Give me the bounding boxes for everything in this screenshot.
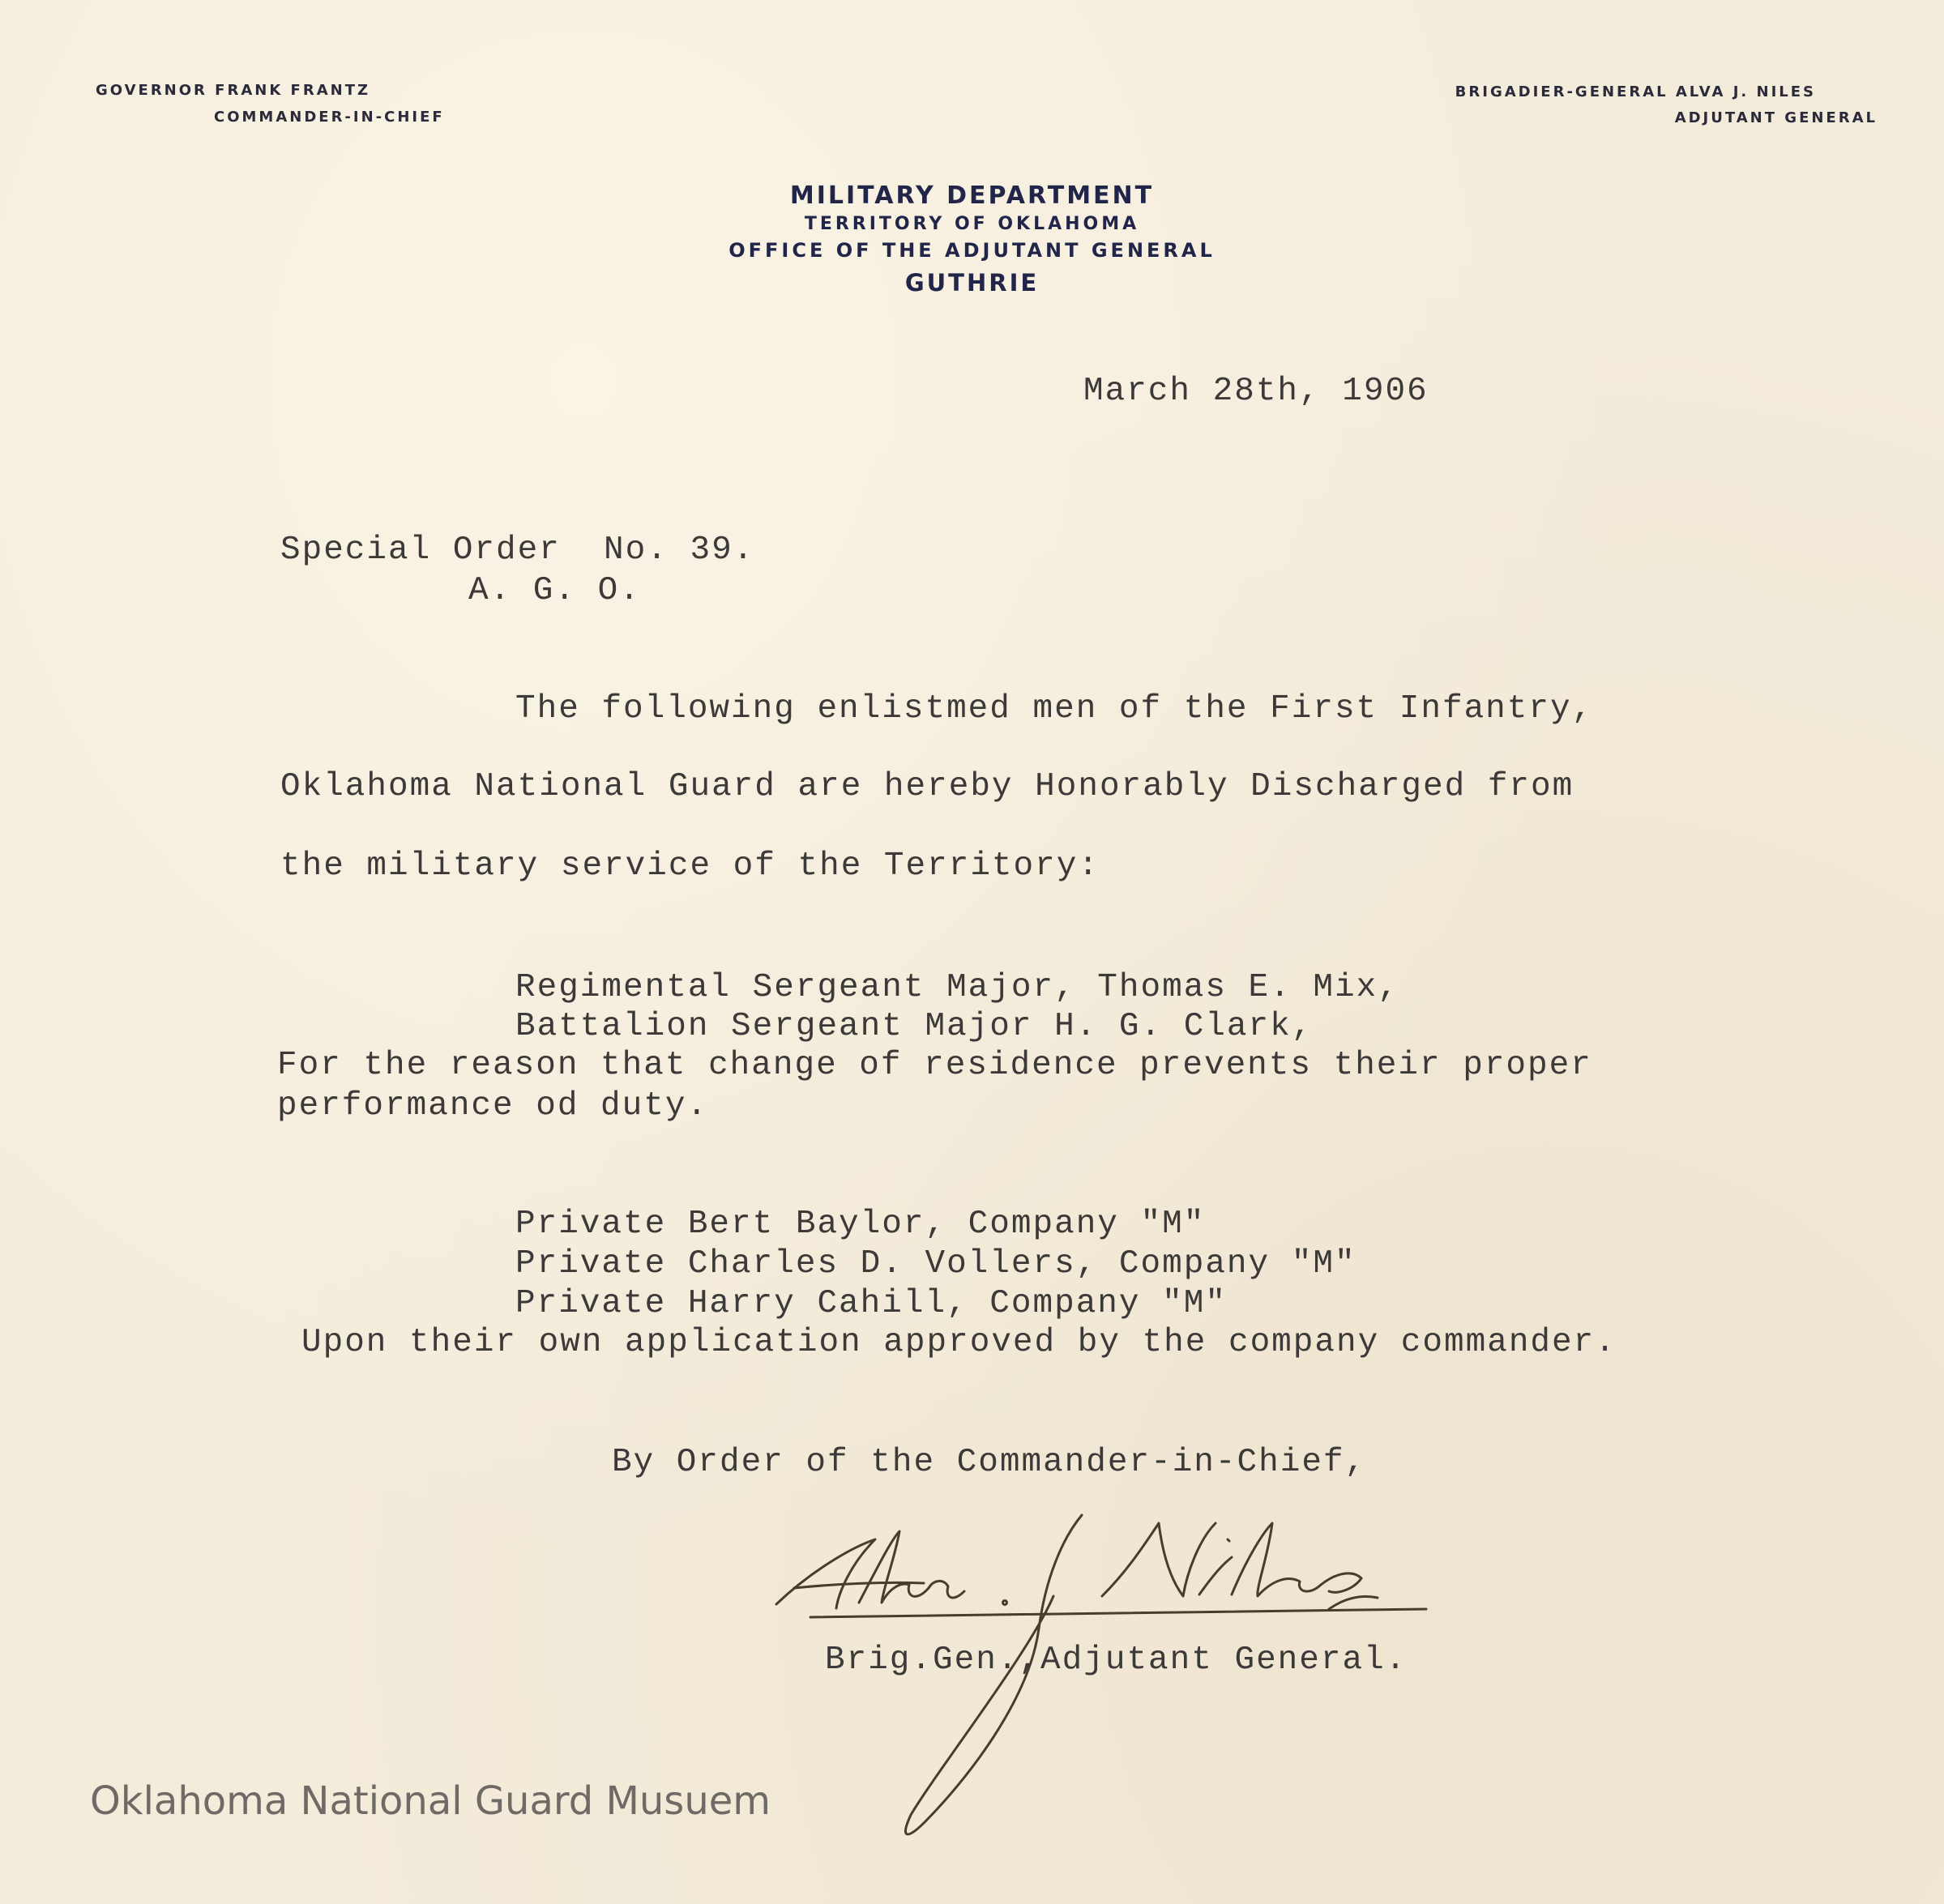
adjutant-title: ADJUTANT GENERAL — [1674, 109, 1878, 126]
private-name-3: Private Harry Cahill, Company "M" — [515, 1285, 1227, 1322]
body-line-1: The following enlistmed men of the First Infantry, — [515, 690, 1594, 728]
city-heading: GUTHRIE — [904, 269, 1040, 297]
reason-line-1: For the reason that change of residence prevents their proper — [277, 1047, 1592, 1084]
letter-date: March 28th, 1906 — [1083, 373, 1429, 410]
body-line-3: the military service of the Territory: — [280, 847, 1100, 885]
signature-title: Brig.Gen.,Adjutant General. — [825, 1641, 1408, 1679]
application-reason: Upon their own application approved by the company commander. — [301, 1324, 1617, 1361]
ago-line: A. G. O. — [468, 572, 641, 609]
department-heading: MILITARY DEPARTMENT — [789, 181, 1155, 210]
adjutant-name: BRIGADIER-GENERAL ALVA J. NILES — [1455, 83, 1816, 100]
office-heading: OFFICE OF THE ADJUTANT GENERAL — [728, 239, 1216, 262]
museum-watermark: Oklahoma National Guard Musuem — [90, 1778, 771, 1824]
body-line-2: Oklahoma National Guard are hereby Honorably Discharged from — [280, 768, 1574, 805]
reason-line-2: performance od duty. — [277, 1087, 709, 1125]
governor-name: GOVERNOR FRANK FRANTZ — [96, 82, 371, 99]
private-name-2: Private Charles D. Vollers, Company "M" — [515, 1245, 1357, 1283]
territory-heading: TERRITORY OF OKLAHOMA — [804, 214, 1140, 234]
private-name-1: Private Bert Baylor, Company "M" — [515, 1206, 1206, 1243]
handwritten-signature — [762, 1507, 1442, 1855]
governor-title: COMMANDER-IN-CHIEF — [214, 109, 445, 126]
discharged-name-2: Battalion Sergeant Major H. G. Clark, — [515, 1008, 1314, 1045]
special-order-number: Special Order No. 39. — [280, 531, 755, 569]
discharged-name-1: Regimental Sergeant Major, Thomas E. Mix, — [515, 969, 1399, 1006]
closing-line: By Order of the Commander-in-Chief, — [612, 1444, 1367, 1481]
